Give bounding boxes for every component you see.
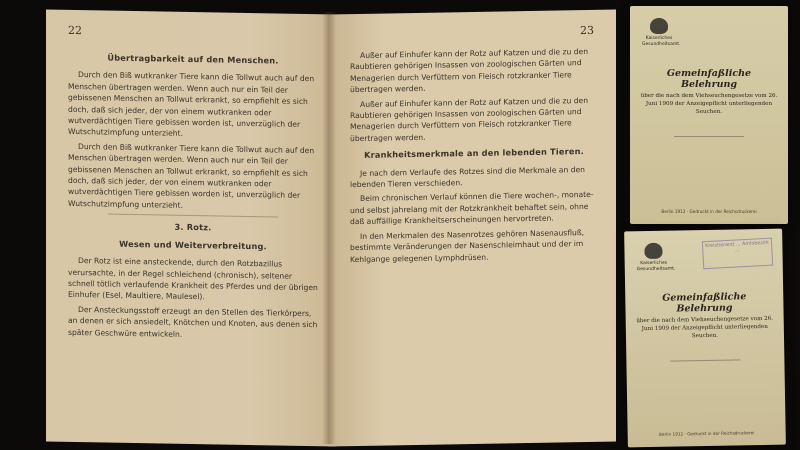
left-page [46, 9, 336, 446]
right-paragraph: In den Merkmalen des Nasenrotzes gehören Nasenausfluß, bestimmte Veränderungen der Nasenschleimhaut und der im Kehlgange gelegenen Lymphdrüsen. [350, 227, 585, 264]
right-paragraph: Je nach dem Verlaufe des Rotzes sind die Merkmale an den lebenden Tieren verschieden. [350, 164, 585, 190]
left-paragraph: Durch den Biß wutkranker Tiere kann die Tollwut auch auf den Menschen übertragen werden. Wenn auch nur ein Teil der gebissenen Menschen an Tollwut erkrankt, so empfiehlt es sich doch, daß sich jeder, der von einem wutkranken oder wutverdächtigen Tiere gebissen worden ist, unverzüglich der Wutschutzimpfung unterzieht. [68, 141, 315, 210]
cover-bottom [624, 229, 786, 448]
cover-subtitle: über die nach dem Viehseuchengesetze vom 26. Juni 1909 der Anzeigepflicht unterliegenden Seuchen. [636, 315, 774, 340]
left-paragraph: Der Ansteckungsstoff erzeugt an den Stellen des Tierkörpers, an denen er sich ansiedelt, Knötchen und Knoten, aus denen sich später Geschwüre entwickeln. [68, 304, 318, 339]
left-heading-3: Wesen und Weiterverbreitung. [119, 238, 267, 252]
right-page [328, 9, 616, 446]
open-booklet [46, 12, 616, 444]
cover-divider [674, 136, 744, 137]
cover-emblem [642, 18, 681, 48]
eagle-icon [644, 243, 662, 259]
right-page-text [350, 46, 598, 268]
cover-emblem-text: Kaiserliches Gesundheitsamt. [636, 260, 676, 273]
right-paragraph: Beim chronischen Verlauf können die Tiere wochen-, monate- und selbst jahrelang mit der Rotzkrankheit behaftet sein, ohne daß auffällige Krankheitserscheinungen hervortreten. [350, 190, 594, 227]
left-heading-1: Übertragbarkeit auf den Menschen. [107, 52, 279, 66]
left-page-number: 22 [68, 23, 82, 38]
ownership-stamp: Kreistierarzt ... Amtsbezirk ... [702, 238, 773, 270]
left-paragraph: Durch den Biß wutkranker Tiere kann die Tollwut auch auf den Menschen übertragen werden. Wenn auch nur ein Teil der gebissenen Menschen an Tollwut erkrankt, so empfiehlt es sich doch, daß sich jeder, der von einem wutkranken oder wutverdächtigen Tiere gebissen worden ist, unverzüglich der Wutschutzimpfung unterzieht. [68, 70, 315, 139]
book-gutter-shadow [322, 12, 336, 444]
cover-emblem-text: Kaiserliches Gesundheitsamt. [642, 36, 681, 47]
right-heading-1: Krankheitsmerkmale an den lebenden Tieren. [364, 146, 584, 161]
cover-subtitle: über die nach dem Viehseuchengesetze vom 26. Juni 1909 der Anzeigepflicht unterliegenden Seuchen. [640, 93, 778, 115]
cover-title: Gemeinfaßliche Belehrung [666, 68, 752, 90]
cover-top [630, 6, 788, 224]
right-paragraph: Außer auf Einhufer kann der Rotz auf Katzen und die zu den Raubtieren gehörigen Insassen von zoologischen Gärten und Menagerien durch Verfüttern von Fleisch rotzkranker Tiere übertragen werden. [350, 46, 589, 95]
right-page-number: 23 [580, 23, 594, 38]
eagle-icon [650, 18, 668, 34]
cover-emblem [636, 243, 676, 274]
cover-footer: Berlin 1912 · Gedruckt in der Reichsdruckerei [658, 430, 755, 437]
cover-footer: Berlin 1912 · Gedruckt in der Reichsdruckerei [661, 209, 757, 214]
section-divider [108, 214, 278, 218]
left-heading-2: 3. Rotz. [174, 221, 212, 233]
left-page-text [68, 46, 318, 345]
right-paragraph: Außer auf Einhufer kann der Rotz auf Katzen und die zu den Raubtieren gehörigen Insassen von zoologischen Gärten und Menagerien durch Verfüttern von Fleisch rotzkranker Tiere übertragen werden. [350, 95, 589, 143]
cover-divider [670, 359, 740, 361]
cover-title: Gemeinfaßliche Belehrung [662, 291, 747, 315]
left-paragraph: Der Rotz ist eine ansteckende, durch den Rotzbazillus verursachte, in der Regel schleichend (chronisch), seltener schnell tötlich verlaufende Krankheit des Pferdes und der übrigen Einhufer (Esel, Maultiere, Maulesel). [68, 256, 318, 302]
